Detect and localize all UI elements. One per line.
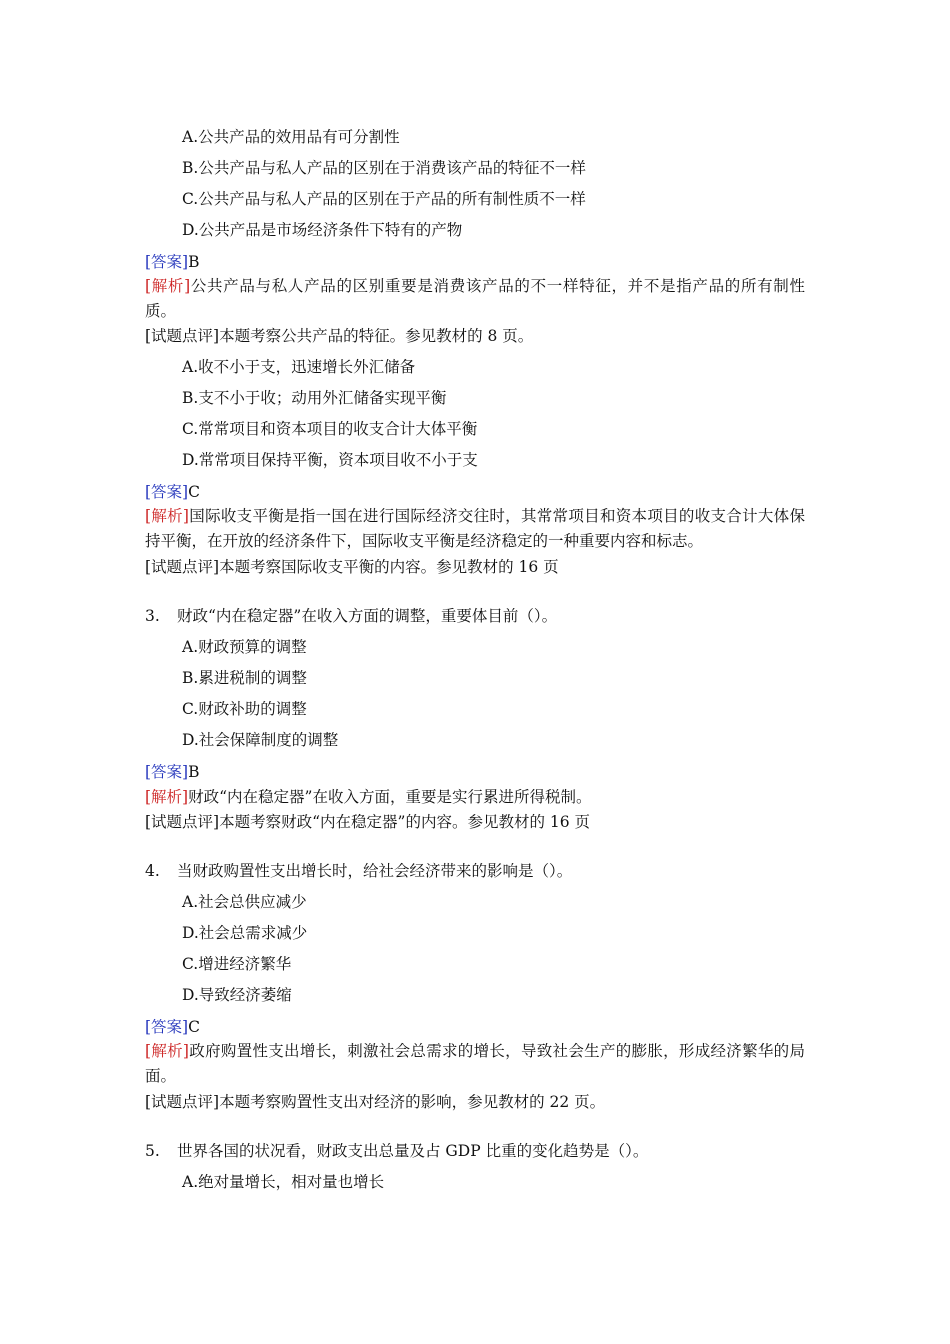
explanation-text: 国际收支平衡是指一国在进行国际经济交往时，其常常项目和资本项目的收支合计大体保持平衡，在开放的经济条件下，国际收支平衡是经济稳定的一种重要内容和标志。	[145, 507, 805, 550]
option-a: A.社会总供应减少	[182, 893, 307, 911]
answer-line	[145, 251, 200, 273]
option-c: C.常常项目和资本项目的收支合计大体平衡	[182, 420, 478, 438]
option-d: D.公共产品是市场经济条件下特有的产物	[182, 221, 463, 239]
review-line: [试题点评]本题考察财政“内在稳定器”的内容。参见教材的 16 页	[145, 813, 591, 831]
explanation-tag: [解析]	[145, 277, 191, 295]
answer-tag: [答案]	[145, 253, 189, 271]
review-line: [试题点评]本题考察国际收支平衡的内容。参见教材的 16 页	[145, 558, 559, 576]
question-number: 3.	[145, 607, 160, 625]
option-a: A.公共产品的效用品有可分割性	[182, 128, 400, 146]
option-d: D.社会保障制度的调整	[182, 731, 339, 749]
explanation-tag: [解析]	[145, 788, 189, 806]
explanation-text: 公共产品与私人产品的区别重要是消费该产品的不一样特征，并不是指产品的所有制性质。	[145, 277, 805, 320]
review-line: [试题点评]本题考察公共产品的特征。参见教材的 8 页。	[145, 327, 534, 345]
option-c: C.财政补助的调整	[182, 700, 307, 718]
answer-line	[145, 761, 200, 783]
option-b: B.支不小于收；动用外汇储备实现平衡	[182, 389, 447, 407]
question-4	[145, 860, 572, 882]
answer-tag: [答案]	[145, 483, 189, 501]
answer-tag: [答案]	[145, 763, 189, 781]
option-c: C.增进经济繁华	[182, 955, 292, 973]
answer-line	[145, 481, 200, 503]
option-d: D.常常项目保持平衡，资本项目收不小于支	[182, 451, 478, 469]
question-number: 5.	[145, 1142, 160, 1160]
explanation-text: 财政“内在稳定器”在收入方面，重要是实行累进所得税制。	[188, 788, 592, 806]
answer-value: C	[188, 483, 200, 501]
option-d: D.导致经济萎缩	[182, 986, 292, 1004]
explanation	[145, 504, 805, 554]
review-line: [试题点评]本题考察购置性支出对经济的影响，参见教材的 22 页。	[145, 1093, 606, 1111]
option-b: D.社会总需求减少	[182, 924, 308, 942]
explanation	[145, 1039, 805, 1089]
question-text: 当财政购置性支出增长时，给社会经济带来的影响是（）。	[177, 862, 573, 880]
answer-value: C	[188, 1018, 200, 1036]
question-text: 世界各国的状况看，财政支出总量及占 GDP 比重的变化趋势是（）。	[177, 1142, 649, 1160]
explanation-tag: [解析]	[145, 1042, 189, 1060]
explanation-text: 政府购置性支出增长，刺激社会总需求的增长，导致社会生产的膨胀，形成经济繁华的局面。	[145, 1042, 805, 1085]
option-b: B.公共产品与私人产品的区别在于消费该产品的特征不一样	[182, 159, 586, 177]
answer-value: B	[188, 253, 200, 271]
answer-value: B	[188, 763, 200, 781]
option-a: A.绝对量增长，相对量也增长	[182, 1173, 385, 1191]
explanation	[145, 274, 805, 324]
option-a: A.财政预算的调整	[182, 638, 307, 656]
question-3	[145, 605, 557, 627]
option-a: A.收不小于支，迅速增长外汇储备	[182, 358, 416, 376]
question-number: 4.	[145, 862, 160, 880]
explanation-tag: [解析]	[145, 507, 189, 525]
question-5	[145, 1140, 648, 1162]
option-b: B.累进税制的调整	[182, 669, 307, 687]
answer-line	[145, 1016, 200, 1038]
explanation	[145, 786, 591, 808]
answer-tag: [答案]	[145, 1018, 189, 1036]
option-c: C.公共产品与私人产品的区别在于产品的所有制性质不一样	[182, 190, 586, 208]
question-text: 财政“内在稳定器”在收入方面的调整，重要体目前（）。	[177, 607, 558, 625]
